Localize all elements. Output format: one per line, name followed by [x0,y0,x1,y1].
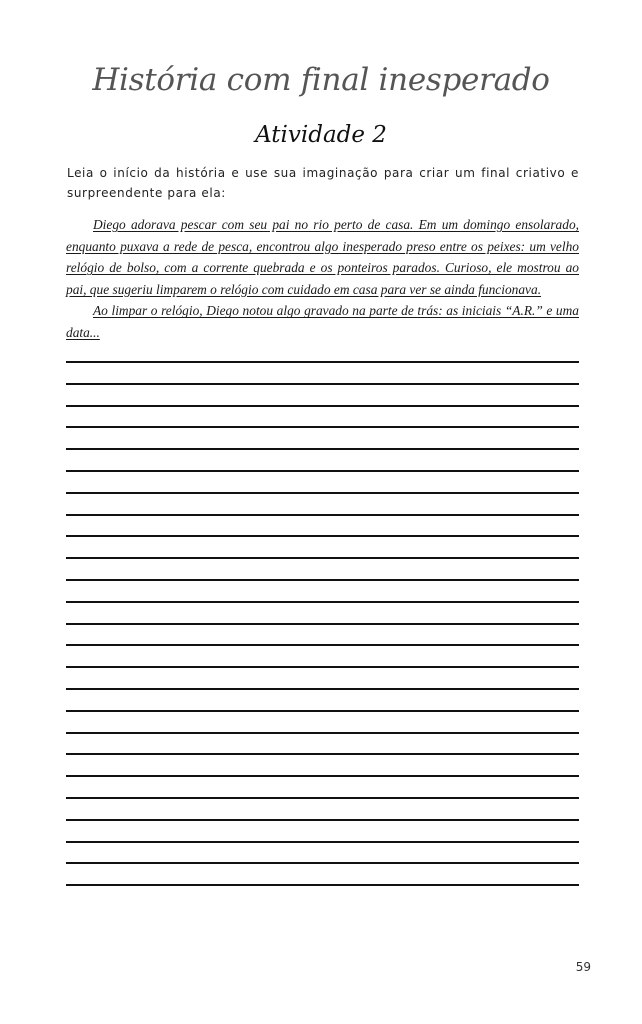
writing-line[interactable] [66,383,579,385]
story-text [66,214,579,344]
instructions-text: Leia o início da história e use sua imaginação para criar um final criativo e surpreendente para ela: [67,166,579,200]
writing-line[interactable] [66,426,579,428]
writing-line[interactable] [66,775,579,777]
writing-line[interactable] [66,601,579,603]
writing-line[interactable] [66,841,579,843]
writing-line[interactable] [66,514,579,516]
writing-line[interactable] [66,579,579,581]
writing-line[interactable] [66,405,579,407]
writing-line[interactable] [66,884,579,886]
activity-subtitle: Atividade 2 [255,122,387,148]
writing-line[interactable] [66,862,579,864]
story-paragraph-1: Diego adorava pescar com seu pai no rio perto de casa. Em um domingo ensolarado, enquanto puxava a rede de pesca, encontrou algo inesperado preso entre os peixes: um velho relógio de bolso, com a corrente quebrada e os ponteiros parados. Curioso, ele mostrou ao pai, que sugeriu limparem o relógio com cuidado em casa para ver se ainda funcionava. [66,217,579,297]
writing-line[interactable] [66,470,579,472]
writing-line[interactable] [66,666,579,668]
writing-line[interactable] [66,732,579,734]
writing-line[interactable] [66,644,579,646]
writing-line[interactable] [66,492,579,494]
writing-line[interactable] [66,688,579,690]
writing-line[interactable] [66,623,579,625]
writing-line[interactable] [66,797,579,799]
writing-line[interactable] [66,361,579,363]
writing-line[interactable] [66,710,579,712]
writing-line[interactable] [66,448,579,450]
writing-line[interactable] [66,557,579,559]
page-number: 59 [575,960,591,974]
page-title: História com final inesperado [92,62,550,98]
writing-line[interactable] [66,535,579,537]
writing-line[interactable] [66,753,579,755]
story-paragraph-2: Ao limpar o relógio, Diego notou algo gravado na parte de trás: as iniciais “A.R.” e uma data... [66,303,579,340]
writing-line[interactable] [66,819,579,821]
